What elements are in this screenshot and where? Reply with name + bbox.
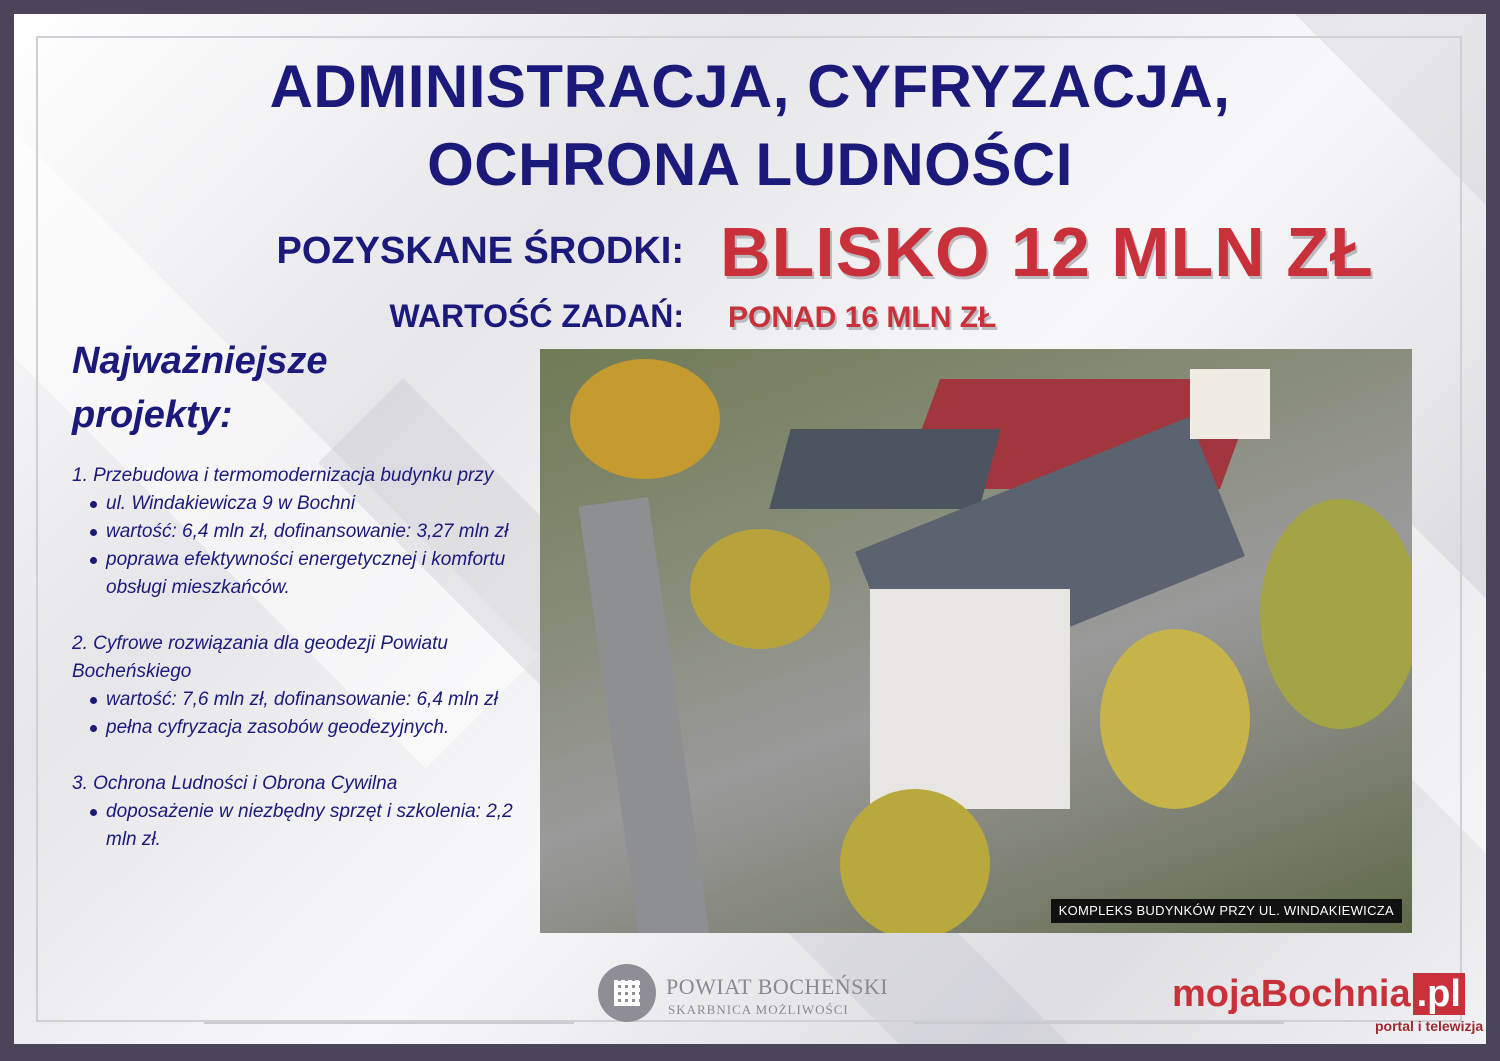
watermark-tld: .pl <box>1413 973 1465 1015</box>
photo-building-wall <box>870 589 1070 809</box>
project-bullet: doposażenie w niezbędny sprzęt i szkolenia: 2,2 mln zł. <box>72 798 532 854</box>
photo-tree <box>1260 499 1412 729</box>
title-line-1: ADMINISTRACJA, CYFRYZACJA, <box>269 53 1231 120</box>
footer-divider <box>914 1022 1284 1024</box>
project-title: 3. Ochrona Ludności i Obrona Cywilna <box>72 773 398 794</box>
title-line-2: OCHRONA LUDNOŚCI <box>427 131 1073 198</box>
project-title: 2. Cyfrowe rozwiązania dla geodezji Powiatu Bocheńskiego <box>72 633 448 682</box>
photo-house <box>1190 369 1270 439</box>
projects-heading-line-1: Najważniejsze <box>72 340 328 382</box>
logo-name: POWIAT BOCHEŃSKI <box>666 974 889 999</box>
project-bullet: wartość: 6,4 mln zł, dofinansowanie: 3,27 mln zł <box>72 518 532 546</box>
footer-divider <box>204 1022 574 1024</box>
powiat-seal-icon <box>598 964 656 1022</box>
project-bullet: wartość: 7,6 mln zł, dofinansowanie: 6,4 mln zł <box>72 686 532 714</box>
watermark-sub: portal i telewizja <box>1375 1018 1484 1034</box>
funds-value: BLISKO 12 MLN ZŁ <box>720 213 1374 291</box>
project-bullet: pełna cyfryzacja zasobów geodezyjnych. <box>72 714 532 742</box>
watermark-main: mojaBochnia <box>1172 973 1411 1015</box>
project-item <box>72 630 532 742</box>
photo-tree <box>840 789 990 933</box>
tasks-label: WARTOŚĆ ZADAŃ: <box>389 298 684 334</box>
photo-tree <box>690 529 830 649</box>
projects-heading-line-2: projekty: <box>72 394 233 436</box>
funds-label: POZYSKANE ŚRODKI: <box>276 230 684 272</box>
project-bullet: poprawa efektywności energetycznej i komfortu obsługi mieszkańców. <box>72 546 532 602</box>
tasks-value: PONAD 16 MLN ZŁ <box>728 301 997 334</box>
poster-panel <box>14 14 1486 1044</box>
photo-roof <box>769 429 1000 509</box>
photo-tree <box>1100 629 1250 809</box>
project-bullet: ul. Windakiewicza 9 w Bochni <box>72 490 532 518</box>
project-item <box>72 770 532 854</box>
projects-list <box>72 462 532 882</box>
logo-tagline: SKARBNICA MOŻLIWOŚCI <box>668 1002 849 1017</box>
aerial-photo <box>540 349 1412 933</box>
watermark <box>1172 972 1465 1016</box>
photo-caption: KOMPLEKS BUDYNKÓW PRZY UL. WINDAKIEWICZA <box>1051 899 1402 923</box>
photo-tree <box>570 359 720 479</box>
project-title: 1. Przebudowa i termomodernizacja budynku przy <box>72 465 494 486</box>
project-item <box>72 462 532 602</box>
